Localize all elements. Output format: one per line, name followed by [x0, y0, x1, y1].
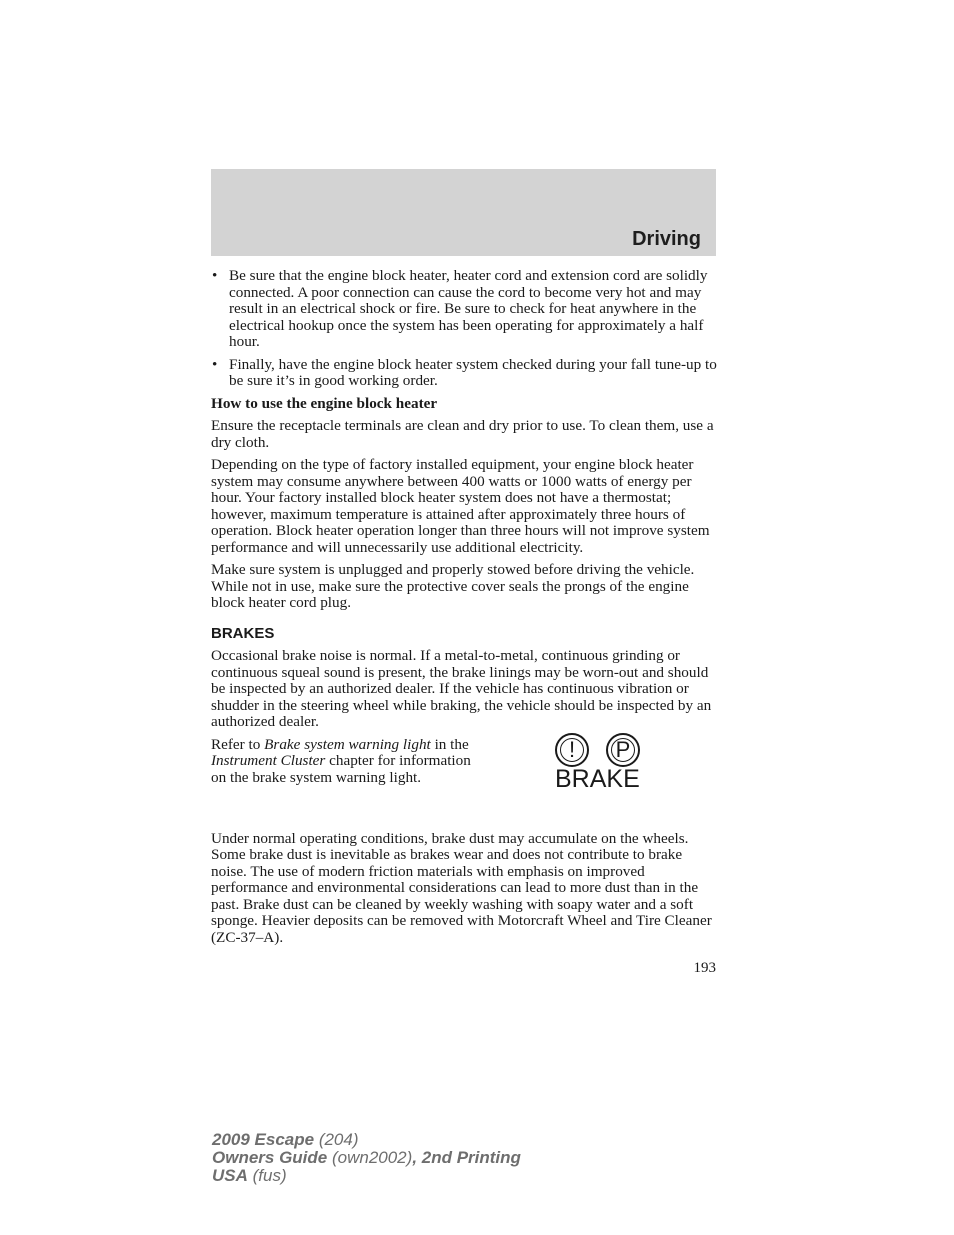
- footer-line-1: 2009 Escape (204): [212, 1130, 359, 1149]
- footer-line-3: USA (fus): [212, 1166, 287, 1185]
- page-content: [211, 268, 717, 952]
- refer-link-instrument-cluster: Instrument Cluster: [211, 752, 326, 769]
- refer-mid: in the: [430, 735, 469, 753]
- bullet-text: Be sure that the engine block heater, heater cord and extension cord are solidly connected. A poor connection can cause the cord to become very hot and may result in an electrical shock or fire. Be sure to check for heat anywhere in the electrical hookup once the system has been operating for approximately a half hour.: [229, 267, 708, 350]
- parking-circle-icon: P: [606, 733, 640, 767]
- bullet-text: Finally, have the engine block heater system checked during your fall tune-up to be sure it’s in good working order.: [229, 355, 717, 389]
- bullet-dot-icon: •: [212, 267, 218, 284]
- refer-suffix: chapter for information on the brake system warning light.: [211, 752, 471, 786]
- howto-paragraph: Make sure system is unplugged and properly stowed before driving the vehicle. While not in use, make sure the protective cover seals the prongs of the engine block heater cord plug.: [211, 561, 695, 611]
- brakes-heading: BRAKES: [211, 624, 275, 642]
- footer: [212, 1131, 521, 1185]
- brake-warning-icon: [547, 733, 657, 803]
- bullet-item: [211, 357, 717, 390]
- howto-heading: How to use the engine block heater: [211, 394, 438, 412]
- brake-icon-label: BRAKE: [555, 764, 640, 793]
- exclamation-circle-icon: !: [555, 733, 589, 767]
- brakes-paragraph: Under normal operating conditions, brake dust may accumulate on the wheels. Some brake dust is inevitable as brakes wear and does not contribute to brake noise. The use of modern friction materials with emphasis on improved performance and environmental considerations can lead to more dust than in the past. Brake dust can be cleaned by weekly washing with soapy water and a soft sponge. Heavier deposits can be removed with Motorcraft Wheel and Tire Cleaner (ZC-37–A).: [211, 829, 712, 946]
- howto-paragraph: Ensure the receptacle terminals are clean and dry prior to use. To clean them, use a dry cloth.: [211, 417, 714, 451]
- section-header-band: [211, 169, 716, 256]
- refer-prefix: Refer to: [211, 735, 265, 753]
- footer-line-2: Owners Guide (own2002), 2nd Printing: [212, 1148, 521, 1167]
- howto-paragraph: Depending on the type of factory installed equipment, your engine block heater system may consume anywhere between 400 watts or 1000 watts of energy per hour. Your factory installed block heater system does not have a thermostat; however, maximum temperature is attained after approximately three hours of operation. Block heater operation longer than three hours will not improve system performance and will unnecessarily use additional electricity.: [211, 456, 710, 556]
- section-title: Driving: [632, 228, 701, 250]
- brake-reference-row: [211, 737, 717, 815]
- bullet-item: [211, 268, 717, 351]
- refer-link-warning-light: Brake system warning light: [264, 735, 431, 753]
- brakes-paragraph: Occasional brake noise is normal. If a metal-to-metal, continuous grinding or continuous squeal sound is present, the brake linings may be worn-out and should be inspected by an authorized dealer. If the vehicle has continuous vibration or shudder in the steering wheel while braking, the vehicle should be inspected by an authorized dealer.: [211, 647, 712, 730]
- page-number: 193: [693, 960, 716, 976]
- brake-reference-text: [211, 737, 471, 787]
- bullet-dot-icon: •: [212, 355, 218, 373]
